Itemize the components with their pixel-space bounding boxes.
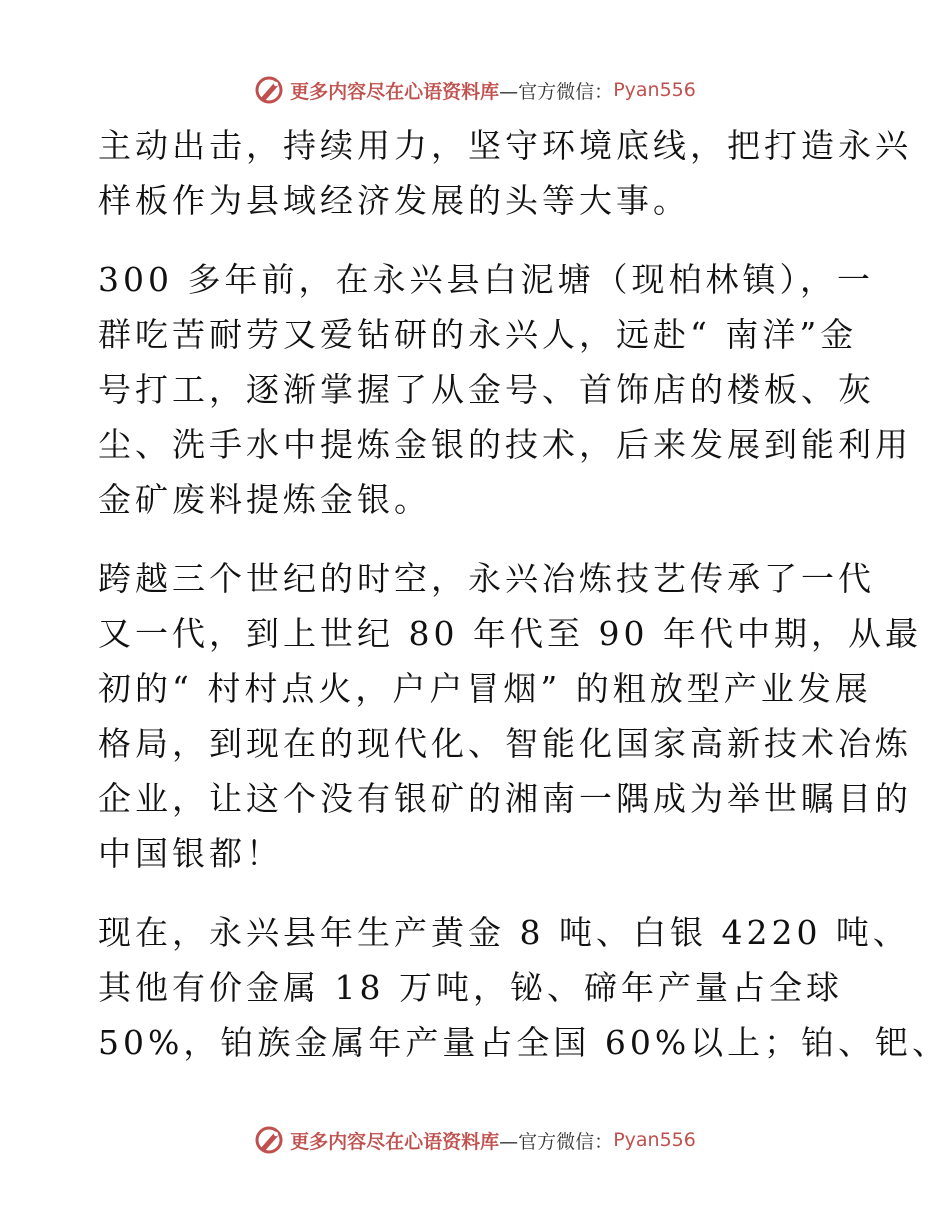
text-line: 样板作为县域经济发展的头等大事。: [98, 181, 690, 220]
text-line: 企业，让这个没有银矿的湘南一隅成为举世瞩目的: [98, 779, 912, 818]
text-line: 现在，永兴县年生产黄金 8 吨、白银 4220 吨、: [98, 913, 910, 952]
text-line: 群吃苦耐劳又爱钻研的永兴人，远赴“ 南洋”金: [98, 315, 858, 354]
header-banner: [0, 70, 950, 110]
paragraph: [98, 118, 912, 228]
text-line: 中国银都！: [98, 834, 283, 873]
text-line: 跨越三个世纪的时空，永兴冶炼技艺传承了一代: [98, 559, 875, 598]
paragraph: [98, 252, 912, 527]
pen-seal-icon: [254, 1125, 284, 1155]
text-line: 其他有价金属 18 万吨，铋、碲年产量占全球: [98, 968, 843, 1007]
article-body: [98, 118, 950, 1070]
pen-seal-icon: [254, 75, 284, 105]
footer-site-name: 更多内容尽在心语资料库: [290, 1130, 500, 1153]
text-line: 尘、洗手水中提炼金银的技术，后来发展到能利用: [98, 425, 912, 464]
header-site-name: 更多内容尽在心语资料库: [290, 80, 500, 103]
paragraph: [98, 905, 950, 1070]
text-line: 50%，铂族金属年产量占全国 60%以上；铂、钯、: [98, 1023, 950, 1062]
footer-banner: [0, 1120, 950, 1160]
text-line: 号打工，逐渐掌握了从金号、首饰店的楼板、灰: [98, 370, 875, 409]
text-line: 初的“ 村村点火，户户冒烟” 的粗放型产业发展: [98, 669, 872, 708]
text-line: 格局，到现在的现代化、智能化国家高新技术冶炼: [98, 724, 912, 763]
text-line: 300 多年前，在永兴县白泥塘（现柏林镇），一: [98, 260, 874, 299]
text-line: 主动出击，持续用力，坚守环境底线，把打造永兴: [98, 126, 912, 165]
footer-wechat-id: Pyan556: [613, 1129, 696, 1151]
header-wechat-id: Pyan556: [613, 79, 696, 101]
footer-wechat-label: —官方微信：: [499, 1130, 614, 1153]
header-wechat-label: —官方微信：: [499, 80, 614, 103]
text-line: 又一代，到上世纪 80 年代至 90 年代中期，从最: [98, 614, 922, 653]
text-line: 金矿废料提炼金银。: [98, 480, 431, 519]
paragraph: [98, 551, 922, 881]
